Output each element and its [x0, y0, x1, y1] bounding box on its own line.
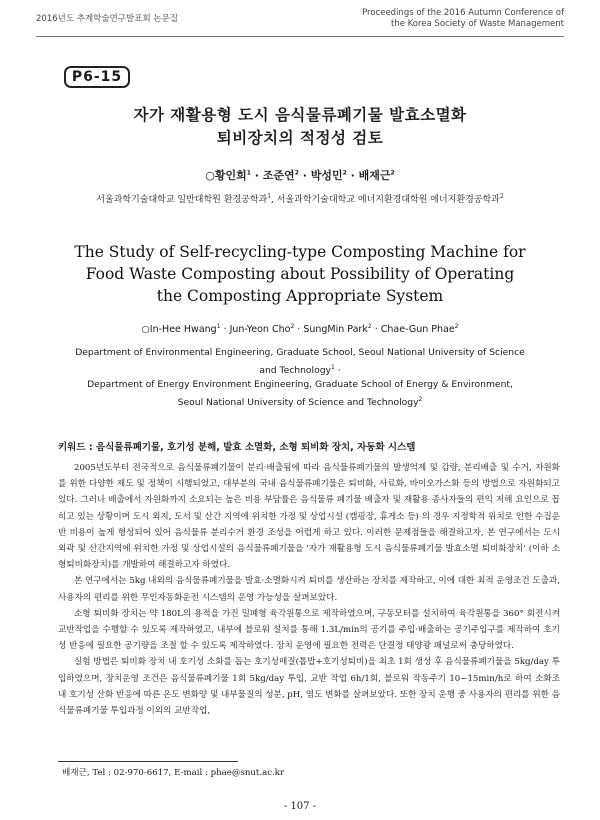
english-title-line2: Food Waste Composting about Possibility of Operating: [85, 265, 515, 283]
author-name: In-Hee Hwang: [149, 324, 217, 336]
running-header-right-line1: Proceedings of the 2016 Autumn Conference of: [362, 8, 564, 18]
running-header-left: 2016년도 추계학술연구발표회 논문집: [36, 14, 178, 24]
korean-title-line1: 자가 재활용형 도시 음식물류폐기물 발효소멸화: [133, 106, 467, 124]
author-separator: ·: [346, 169, 359, 182]
author-separator: ·: [220, 324, 230, 336]
author-name: 황인희: [214, 169, 247, 182]
author-affil-sup: 2: [390, 169, 395, 177]
author-name: 조준연: [262, 169, 295, 182]
korean-title-line2: 퇴비장치의 적정성 검토: [216, 129, 384, 147]
author-name: 배재근: [358, 169, 391, 182]
korean-title: [0, 104, 600, 150]
dept2-line2-wrap: [54, 393, 546, 411]
author-name: 박성민: [310, 169, 343, 182]
footnote-divider: [58, 761, 238, 762]
dept1-line2: and Technology: [259, 364, 331, 376]
body-paragraph: 본 연구에서는 5kg 내외의 음식물류폐기물을 발효·소멸화시켜 퇴비를 생산하는 장치를 제작하고, 이에 대한 최적 운영조건 도출과, 사용자의 편리를 위한 무인자동화운전 시스템의 운영 가능성을 살펴보았다.: [58, 576, 560, 603]
author-affil-sup: 1: [216, 323, 221, 330]
body-paragraph: 2005년도부터 전국적으로 음식물류폐기물이 분리·배출됨에 따라 음식물류폐기물의 발생억제 및 감량, 분리배출 및 수거, 자원화를 위한 다양한 제도 및 정책이 시행되었고, 대부분의 국내 음식물류폐기물은 퇴비화, 사료화, 바이오가스화 등의 방법으로 자원화되고 있다. 그러나 배출에서 자원화까지 소요되는 높은 비용 부담률은 음식물류 폐기물 배출자 및 재활용 종사자들의 편익 저해 요인으로 꼽히고 있는 상황이며 도시 외지, 도서 및 산간 지역에 위치한 가정 및 상업시설 (캠핑장, 휴게소 등) 의 경우 지정학적 위치로 인한 수집운반 비용이 높게 형성되어 있어 음식물류 분리수거 환경 조성을 어렵게 하고 있다. 이러한 문제점들을 해결하고자, 본 연구에서는 도시 외곽 및 산간지역에 위치한 가정 및 상업시설의 음식물류폐기물을 '자가 재활용형 도시 음식물류폐기물 발효소멸 퇴비화장치' (이하 소형퇴비화장치)를 개발하여 해결하고자 하였다.: [58, 463, 560, 571]
affiliation-sup: 1: [267, 193, 272, 200]
english-author-list: [0, 323, 600, 335]
body-paragraph: 소형 퇴비화 장치는 약 180L의 용적을 가진 밀폐형 육각원통으로 제작하였으며, 구동모터를 설치하여 육각원통을 360° 회전시켜 교반작업을 수행할 수 있도록 제작하였고, 내부에 블로워 설치를 통해 1.3L/min의 공기를 주입·배출하는 공기주입구를 제작하여 호기성 반응에 필요한 공기량을 조절 할 수 있도록 제작하였다. 장치 운영에 필요한 전력은 단결정 태양광 패널로써 충당하였다.: [58, 608, 560, 652]
body-text: [58, 460, 560, 719]
author-name: Chae-Gun Phae: [380, 324, 455, 336]
presenter-marker: ○: [141, 324, 150, 336]
korean-affiliations: 서울과학기술대학교 일반대학원 환경공학과$^1$, 서울과학기술대학교 에너지환경대학원 에너지환경공학과$^2$: [96, 193, 504, 205]
english-title-line1: The Study of Self-recycling-type Composting Machine for: [74, 243, 526, 261]
affiliation-sup: 1: [331, 363, 335, 371]
running-header-right-line2: the Korea Society of Waste Management: [390, 19, 564, 30]
dept2-line2: Seoul National University of Science and Technology: [177, 396, 419, 408]
author-affil-sup: 2: [294, 169, 299, 177]
author-affil-sup: 2: [367, 323, 372, 330]
dept1-line2-wrap: [54, 361, 546, 379]
author-separator: ·: [294, 324, 304, 336]
body-paragraph: 실험 방법은 퇴비화 장치 내 호기성 소화를 돕는 호기성매질(톱밥+호기성퇴비)을 최초 1회 생성 후 음식물류폐기물을 5kg/day 투입하였으며, 장치운영 조건은 음식물류폐기물 1회 5kg/day 투입, 교반 작업 6h/1회, 블로워 작동주기 10~15min/h로 하여 소화조 내 호기성 산화 반응에 따른 온도 변화양 및 내부물질의 성분, pH, 염도 변화를 살펴보았다. 또한 장치 운행 중 사용자의 편리를 위한 음식물류폐기물 투입과정 이외의 교반작업,: [58, 657, 560, 717]
author-affil-sup: 1: [246, 169, 251, 177]
author-separator: ·: [371, 324, 381, 336]
english-title: [0, 241, 600, 307]
keywords: 키워드 : 음식물류폐기물, 호기성 분해, 발효 소멸화, 소형 퇴비화 장치, 자동화 시스템: [58, 442, 416, 453]
author-affil-sup: 2: [290, 323, 295, 330]
affiliation-1: 서울과학기술대학교 일반대학원 환경공학과: [96, 195, 268, 205]
korean-author-list: [0, 167, 600, 183]
dept2-line1: Department of Energy Environment Engineering, Graduate School of Energy & Environment,: [87, 379, 513, 391]
page-number: - 107 -: [283, 801, 317, 812]
author-separator: ·: [298, 169, 311, 182]
dept1-suffix: ·: [334, 364, 341, 376]
english-title-line3: the Composting Appropriate System: [156, 287, 444, 305]
header-divider: [36, 36, 564, 37]
affiliation-sup: 2: [499, 193, 504, 200]
english-affiliations: [54, 346, 546, 410]
author-affil-sup: 2: [342, 169, 347, 177]
affiliation-2: 서울과학기술대학교 에너지환경대학원 에너지환경공학과: [276, 195, 500, 205]
author-name: Jun-Yeon Cho: [229, 324, 291, 336]
author-affil-sup: 2: [454, 323, 459, 330]
dept1-line1: Department of Environmental Engineering, Graduate School, Seoul National University of Science: [75, 347, 525, 358]
session-id-badge: P6-15: [64, 66, 130, 88]
author-separator: ·: [250, 169, 263, 182]
presenter-marker: ○: [205, 169, 215, 182]
affiliation-sup: 2: [418, 395, 423, 403]
running-header-right: [362, 8, 564, 31]
author-name: SungMin Park: [303, 324, 368, 336]
corresponding-author-footnote: 배재근, Tel : 02-970-6617, E-mail : phae@snut.ac.kr: [62, 768, 285, 778]
